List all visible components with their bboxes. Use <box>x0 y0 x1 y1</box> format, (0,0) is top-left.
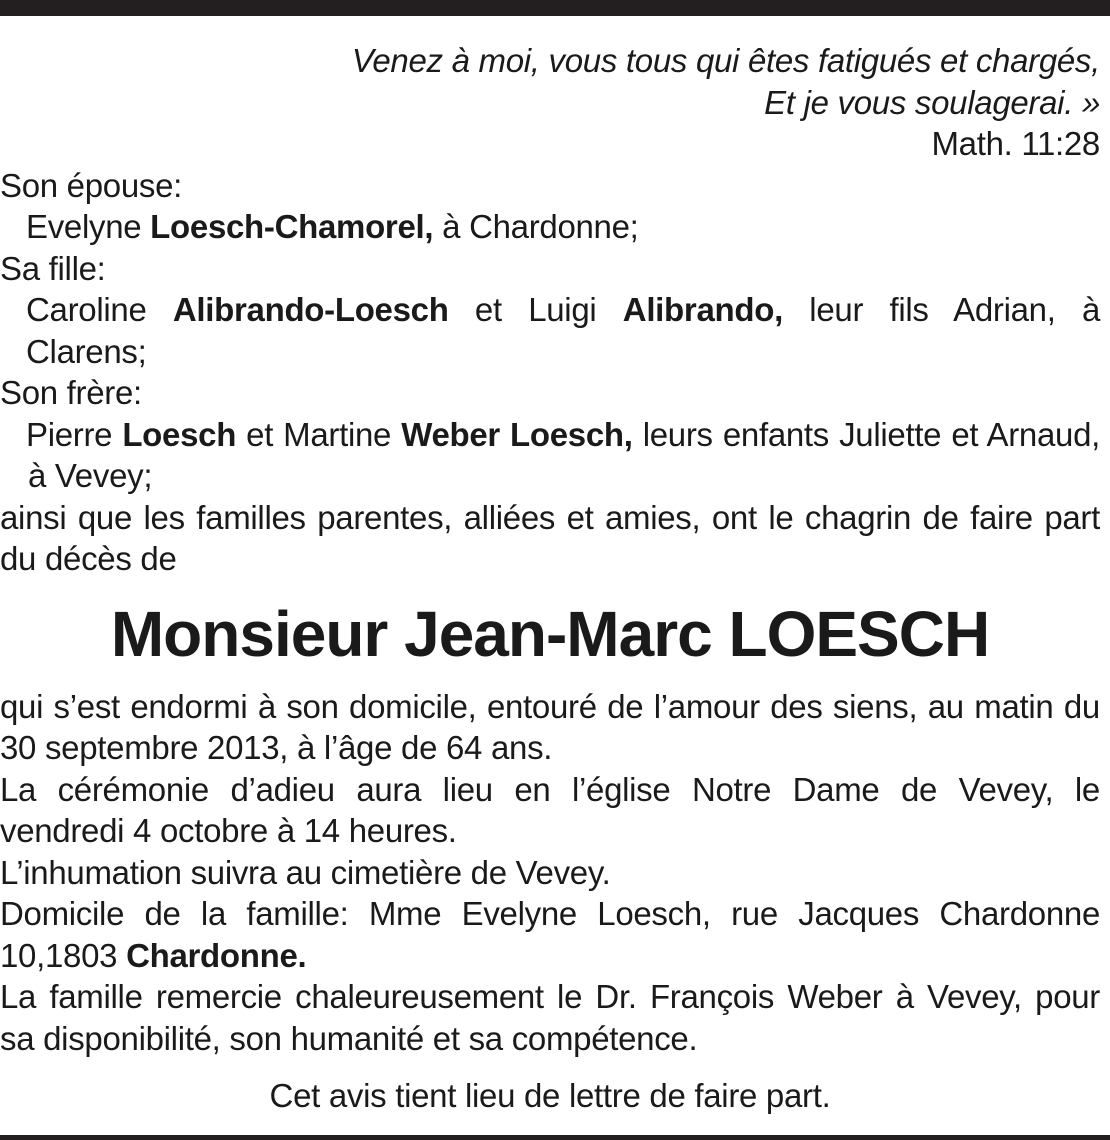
spouse-surname: Loesch-Chamorel, <box>150 208 434 245</box>
son-in-law-first-name: et Luigi <box>448 291 623 328</box>
spouse-location: à Chardonne; <box>433 208 639 245</box>
brother-surname: Loesch <box>122 415 237 453</box>
thanks-line-2: sa disponibilité, son humanité et sa compétence. <box>0 1019 698 1057</box>
brother-label: Son frère: <box>0 374 142 411</box>
bottom-border-rule <box>0 1135 1110 1140</box>
daughter-line-2: Clarens; <box>26 332 147 370</box>
death-line-2: 30 septembre 2013, à l’âge de 64 ans. <box>0 729 553 766</box>
nephews-text: leurs enfants Juliette et Arnaud, <box>632 415 1100 453</box>
closing-note: Cet avis tient lieu de lettre de faire part. <box>269 1077 831 1114</box>
bible-quote <box>0 40 1100 165</box>
obituary-notice <box>0 40 1100 1117</box>
deceased-name: Monsieur Jean-Marc LOESCH <box>110 597 990 670</box>
spouse-first-name: Evelyne <box>26 208 151 245</box>
domicile-town: Chardonne. <box>126 936 307 974</box>
others-line-2: du décès de <box>0 540 177 577</box>
quote-reference: Math. 11:28 <box>931 125 1100 162</box>
son-in-law-surname: Alibrando, <box>622 291 783 328</box>
quote-line-1: Venez à moi, vous tous qui êtes fatigués et chargés, <box>351 42 1100 79</box>
daughter-first-name: Caroline <box>26 291 173 328</box>
death-line-1: qui s’est endormi à son domicile, entouré de l’amour des siens, au matin du <box>0 687 1100 725</box>
thanks-line-1: La famille remercie chaleureusement le Dr. François Weber à Vevey, pour <box>0 978 1100 1015</box>
family-section <box>0 165 1100 580</box>
sister-in-law-first-name: et Martine <box>236 415 402 453</box>
daughter-label: Sa fille: <box>0 249 106 287</box>
daughter-entry <box>0 289 1100 372</box>
daughter-surname: Alibrando-Loesch <box>172 291 449 328</box>
domicile-line-1: Domicile de la famille: Mme Evelyne Loesch, rue Jacques Chardonne <box>0 895 1100 932</box>
top-border-rule <box>0 0 1110 16</box>
brother-line-1 <box>26 414 1100 456</box>
brother-line-2: à Vevey; <box>28 457 153 494</box>
ceremony-line-2: vendredi 4 octobre à 14 heures. <box>0 812 457 849</box>
daughter-line-1 <box>26 289 1100 331</box>
spouse-entry <box>0 206 1100 248</box>
domicile-address: 10,1803 <box>0 936 127 974</box>
brother-first-name: Pierre <box>26 415 123 453</box>
burial-line: L’inhumation suivra au cimetière de Vevey. <box>0 853 611 891</box>
domicile-line-2 <box>0 935 1100 977</box>
ceremony-line-1: La cérémonie d’adieu aura lieu en l’église Notre Dame de Vevey, le <box>0 770 1100 808</box>
grandson-text: leur fils Adrian, à <box>782 291 1101 328</box>
spouse-label: Son épouse: <box>0 166 183 204</box>
details-section <box>0 686 1100 1060</box>
others-line-1: ainsi que les familles parentes, alliées et amies, ont le chagrin de faire part <box>0 498 1100 536</box>
sister-in-law-surname: Weber Loesch, <box>401 415 633 453</box>
quote-line-2: Et je vous soulagerai. » <box>764 83 1100 121</box>
brother-entry <box>0 414 1100 497</box>
